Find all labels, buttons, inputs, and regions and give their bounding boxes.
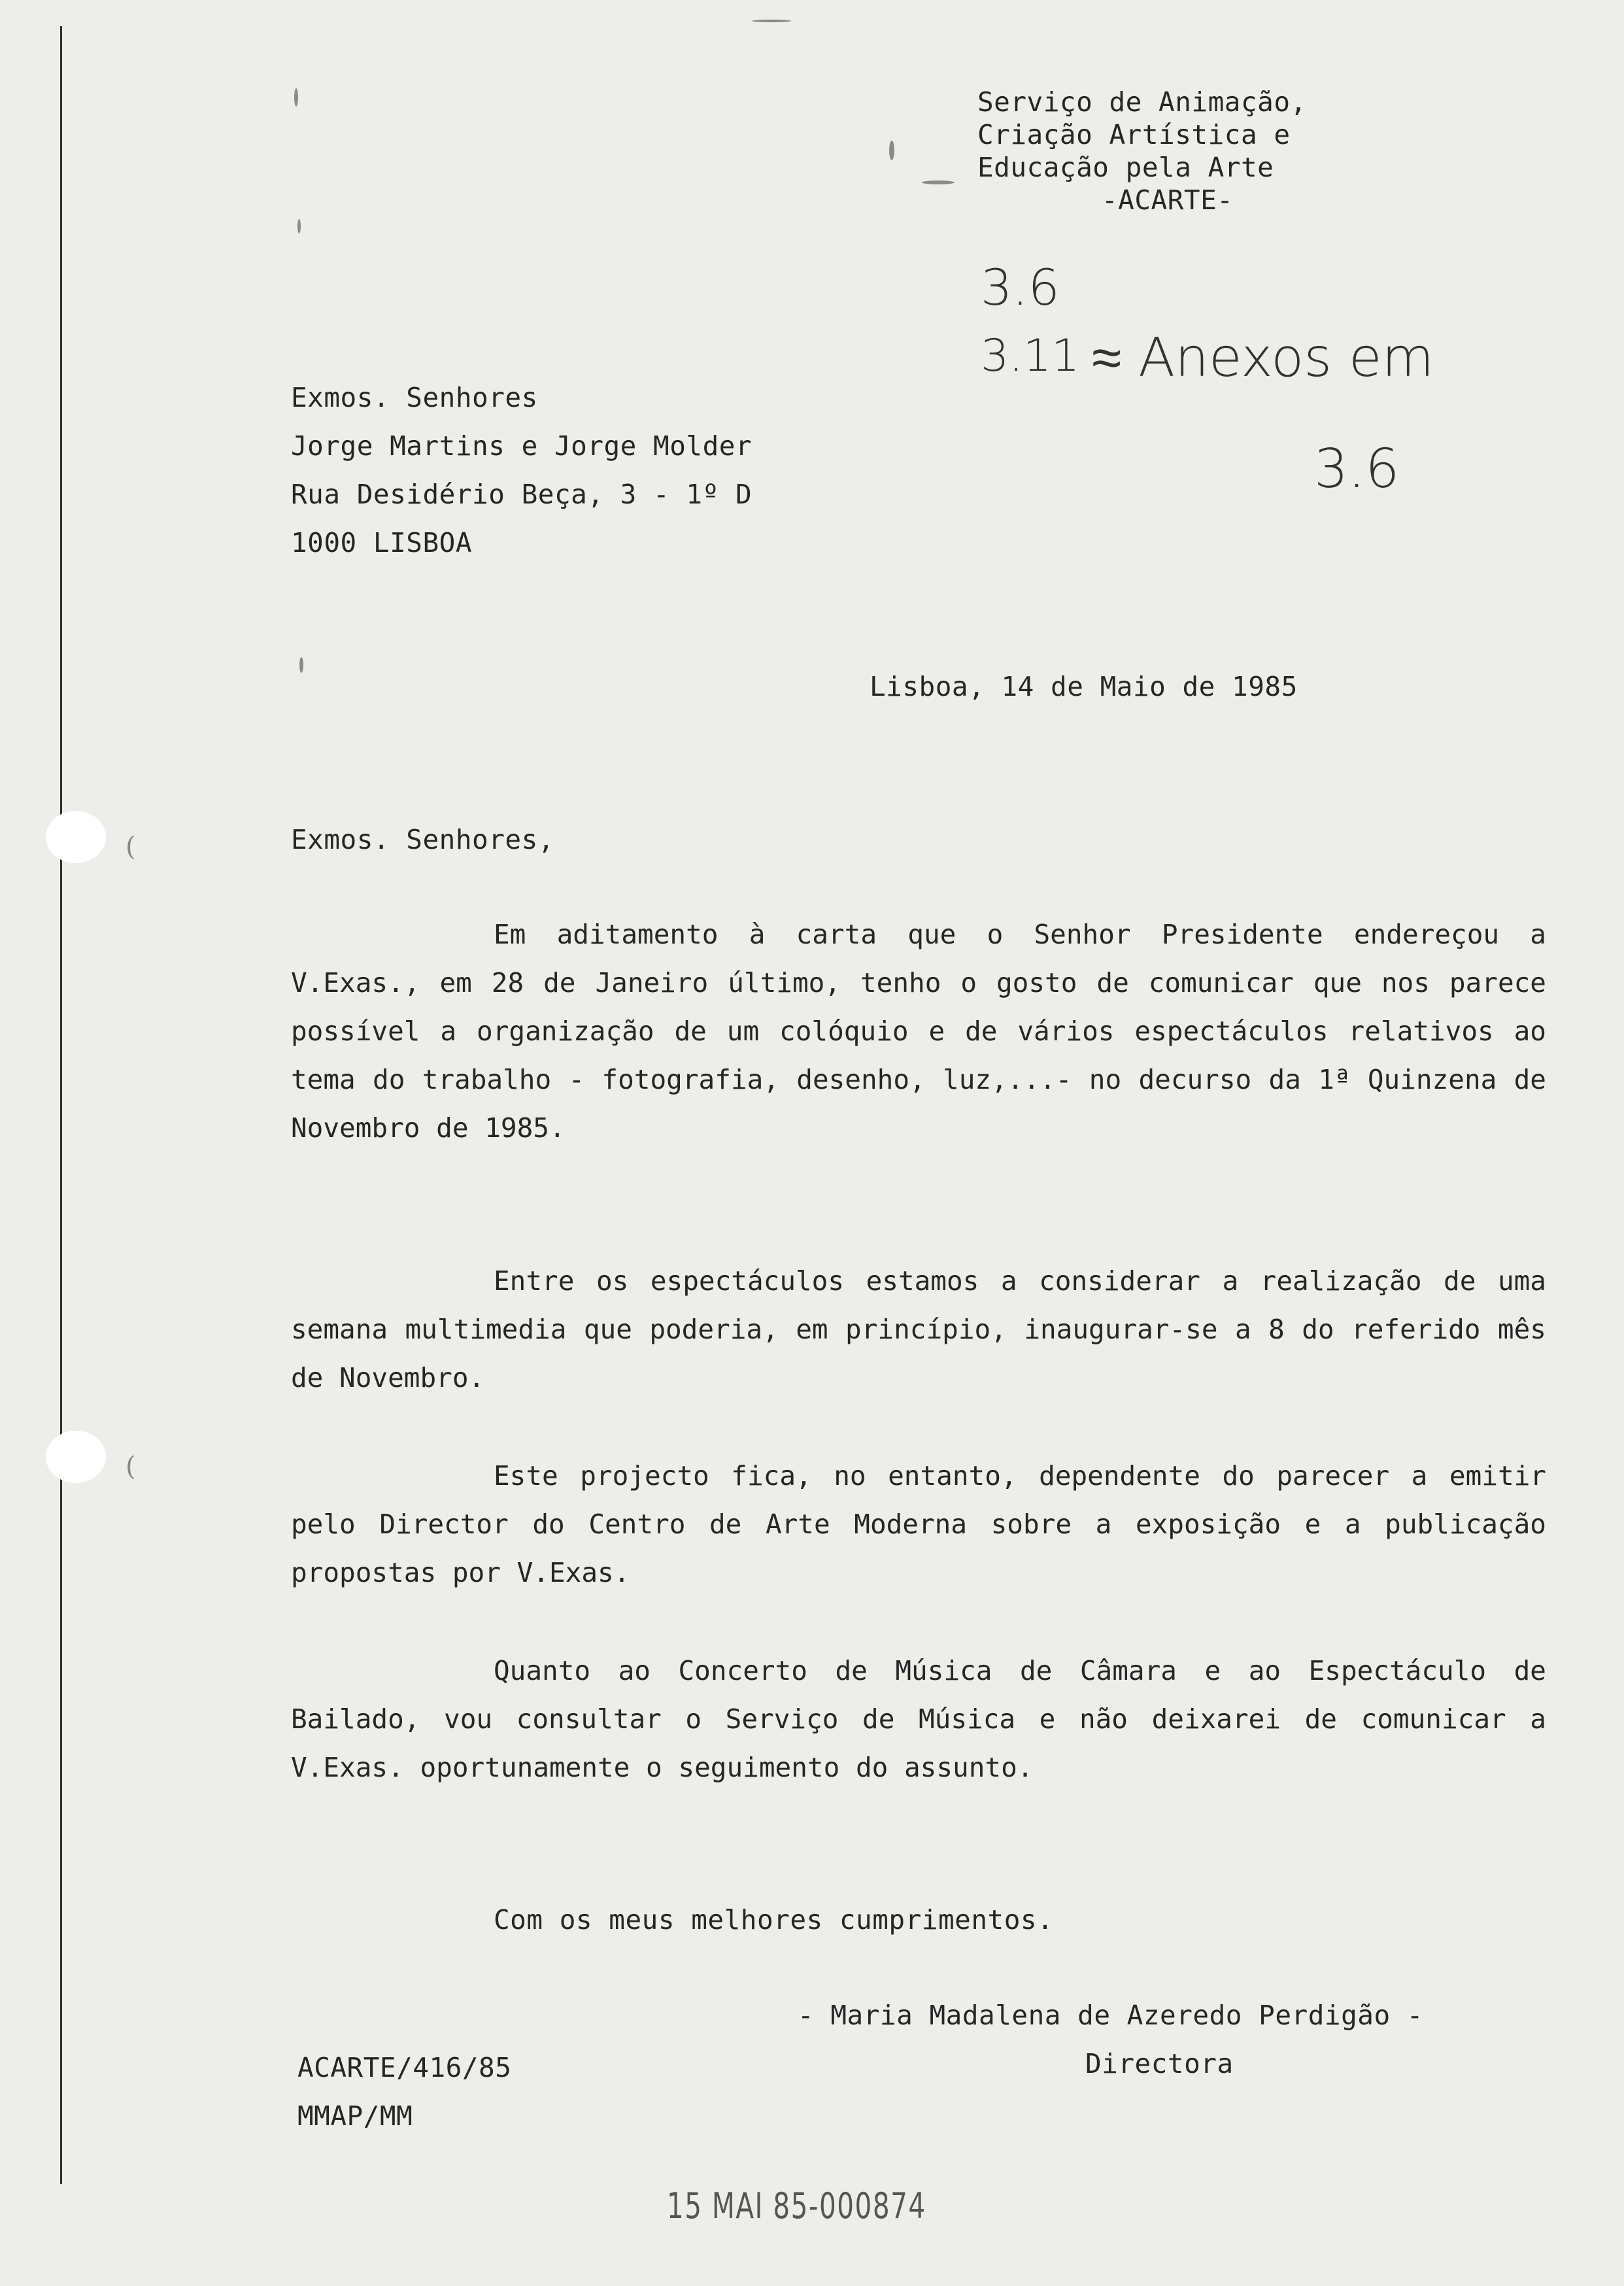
signature-title: Directora [1085, 2048, 1234, 2079]
handwritten-note-2: 3.11 [981, 330, 1080, 382]
letterhead-line-4: -ACARTE- [1102, 184, 1234, 216]
recipient-street: Rua Desidério Beça, 3 - 1º D [291, 479, 753, 510]
body-paragraph-4-text: Quanto ao Concerto de Música de Câmara e ao Espectáculo de Bailado, vou consultar o Serviço de Música e não deixarei de comunicar a V.Exas. oportunamente o seguimento do assunto. [291, 1655, 1546, 1783]
speck [297, 219, 301, 233]
body-paragraph-2 [291, 1257, 1546, 1402]
letterhead-line-2: Criação Artística e [977, 119, 1291, 150]
speck [294, 88, 298, 107]
handwritten-note-3: ≈ Anexos em [1092, 327, 1434, 389]
speck [299, 657, 303, 673]
speck [922, 180, 955, 184]
recipient-city: 1000 LISBOA [291, 527, 473, 558]
letter-date: Lisboa, 14 de Maio de 1985 [870, 671, 1298, 702]
body-paragraph-3 [291, 1452, 1546, 1597]
handwritten-note-1: 3.6 [981, 258, 1060, 316]
handwritten-note-4: 3.6 [1314, 438, 1400, 500]
signature-name: - Maria Madalena de Azeredo Perdigão - [798, 2000, 1423, 2031]
punch-hole-top [46, 811, 106, 863]
body-paragraph-3-text: Este projecto fica, no entanto, dependente do parecer a emitir pelo Director do Centro de Arte Moderna sobre a exposição e a publicação propostas por V.Exas. [291, 1460, 1546, 1588]
closing-line: Com os meus melhores cumprimentos. [494, 1904, 1054, 1936]
recipient-names: Jorge Martins e Jorge Molder [291, 430, 753, 462]
body-paragraph-4 [291, 1646, 1546, 1792]
punch-mark-top: ( [126, 832, 136, 862]
recipient-salutation: Exmos. Senhores [291, 382, 538, 413]
received-date-stamp: 15 MAI 85-000874 [667, 2185, 926, 2226]
punch-mark-bottom: ( [126, 1452, 136, 1482]
body-paragraph-1 [291, 910, 1546, 1152]
letter-greeting: Exmos. Senhores, [291, 824, 554, 855]
reference-initials: MMAP/MM [297, 2100, 413, 2132]
left-margin-line [60, 26, 62, 2184]
reference-code: ACARTE/416/85 [297, 2052, 512, 2083]
letterhead-line-1: Serviço de Animação, [977, 86, 1307, 118]
speck [889, 141, 894, 160]
letterhead-line-3: Educação pela Arte [977, 152, 1274, 183]
body-paragraph-1-text: Em aditamento à carta que o Senhor Presidente endereçou a V.Exas., em 28 de Janeiro último, tenho o gosto de comunicar que nos parece possível a organização de um colóquio e de vários espectáculos relativos ao tema do trabalho - fotografia, desenho, luz,...- no decurso da 1ª Quinzena de Novembro de 1985. [291, 919, 1546, 1144]
punch-hole-bottom [46, 1431, 106, 1483]
body-paragraph-2-text: Entre os espectáculos estamos a considerar a realização de uma semana multimedia que poderia, em princípio, inaugurar-se a 8 do referido mês de Novembro. [291, 1265, 1546, 1393]
speck [752, 20, 791, 22]
